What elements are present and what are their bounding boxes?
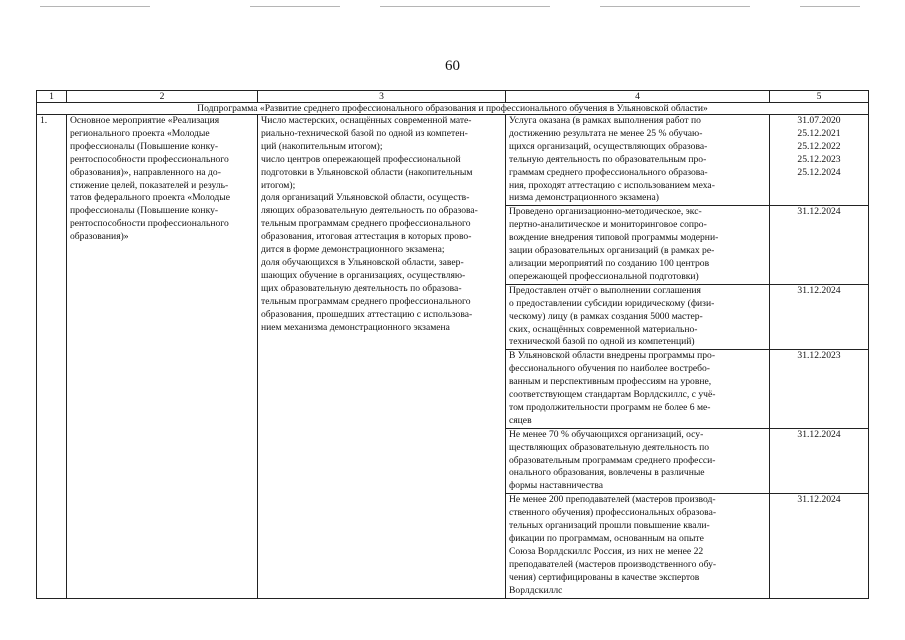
text-line: рентоспособности профессионального xyxy=(70,218,229,230)
scan-artifact xyxy=(250,6,340,7)
result-cell xyxy=(506,428,770,494)
text-line: технической базой по одной из компетенций) xyxy=(509,336,695,348)
result-cell xyxy=(506,206,770,284)
column-number: 3 xyxy=(258,91,506,103)
text-line: ских, оснащённых современной материально- xyxy=(509,323,698,335)
text-line: чения) сертифицированы в качестве экспертов xyxy=(509,571,700,583)
text-line: подготовки в Ульяновской области (накопительным xyxy=(261,166,473,178)
text-line: щих образовательную деятельность по образова- xyxy=(261,282,462,294)
deadline-date: 31.12.2024 xyxy=(797,206,841,218)
deadline-date: 31.12.2024 xyxy=(797,428,841,440)
deadline-date: 31.12.2024 xyxy=(797,284,841,296)
subprogram-title: Подпрограмма «Развитие среднего профессионального образования и профессионального обучения в Ульяновской области» xyxy=(37,103,869,115)
text-line: низма демонстрационного экзамена) xyxy=(509,192,659,204)
deadline-cell xyxy=(770,428,869,494)
text-line: стижение целей, показателей и резуль- xyxy=(70,179,229,191)
text-line: зации образовательных организаций (в рамках ре- xyxy=(509,245,715,257)
text-line: итогом); xyxy=(261,179,296,191)
text-line: образования, итоговая аттестация в которых прово- xyxy=(261,231,472,243)
deadline-cell xyxy=(770,494,869,598)
text-line: число центров опережающей профессиональной xyxy=(261,153,461,165)
text-line: сяцев xyxy=(509,414,532,426)
scan-artifact xyxy=(800,6,860,7)
deadline-date: 25.12.2023 xyxy=(797,153,841,165)
deadline-date: 31.12.2024 xyxy=(797,494,841,506)
deadline-cell xyxy=(770,115,869,206)
text-line: щихся организаций, осуществляющих образова- xyxy=(509,140,708,152)
deadline-cell xyxy=(770,350,869,428)
text-line: Не менее 70 % обучающихся организаций, осу- xyxy=(509,428,704,440)
column-number: 4 xyxy=(506,91,770,103)
text-line: Проведено организационно-методическое, экс- xyxy=(509,206,702,218)
page-number: 60 xyxy=(445,58,460,74)
text-line: опережающей профессиональной подготовки) xyxy=(509,270,699,282)
text-line: нием механизма демонстрационного экзамена xyxy=(261,321,450,333)
text-line: образовательным программам среднего професси- xyxy=(509,454,716,466)
text-line: ванным и перспективным профессиям на уровне, xyxy=(509,376,712,388)
table-row xyxy=(37,115,869,206)
result-cell xyxy=(506,115,770,206)
deadline-cell xyxy=(770,284,869,350)
program-table xyxy=(36,90,869,599)
text-line: том продолжительности программ не более 6 ме- xyxy=(509,401,711,413)
text-line: рентоспособности профессионального xyxy=(70,153,229,165)
text-line: Число мастерских, оснащённых современной мате- xyxy=(261,115,472,126)
text-line: Предоставлен отчёт о выполнении соглашения xyxy=(509,284,701,296)
text-line: достижению результата не менее 25 % обучаю- xyxy=(509,127,703,139)
text-line: Союза Ворлдскиллс Россия, из них не менее 22 xyxy=(509,545,704,557)
text-line: шающих обучение в организациях, осуществляю- xyxy=(261,269,466,281)
text-line: образования, прошедших аттестацию с использова- xyxy=(261,308,473,320)
result-cell xyxy=(506,350,770,428)
scan-artifact xyxy=(600,6,750,7)
text-line: Основное мероприятие «Реализация xyxy=(70,115,220,126)
text-line: регионального проекта «Молодые xyxy=(70,127,210,139)
deadline-date: 25.12.2024 xyxy=(797,166,841,178)
deadline-date: 25.12.2022 xyxy=(797,140,841,152)
text-line: преподавателей (мастеров производственного обу- xyxy=(509,558,717,570)
column-number: 5 xyxy=(770,91,869,103)
text-line: ализации мероприятий по созданию 100 центров xyxy=(509,257,710,269)
result-cell xyxy=(506,284,770,350)
text-line: о предоставлении субсидии юридическому (физи- xyxy=(509,297,715,309)
text-line: формы наставничества xyxy=(509,480,604,492)
text-line: ций (накопительным итогом); xyxy=(261,140,383,152)
text-line: ческому) лицу (в рамках создания 5000 мастер- xyxy=(509,310,703,322)
text-line: ществляющих образовательную деятельность по xyxy=(509,441,710,453)
text-line: дится в форме демонстрационного экзамена; xyxy=(261,244,445,256)
text-line: риально-технической базой по одной из компетен- xyxy=(261,127,468,139)
row-number: 1. xyxy=(37,115,67,599)
text-line: соответствующем стандартам Ворлдскиллс, с учё- xyxy=(509,389,716,401)
text-line: вождение внедрения типовой программы модерни- xyxy=(509,232,719,244)
deadline-cell xyxy=(770,206,869,284)
text-line: фикации по программам, основанным на опыте xyxy=(509,533,704,544)
text-line: ния, проходят аттестацию с использованием меха- xyxy=(509,179,715,191)
text-line: татов федерального проекта «Молодые xyxy=(70,192,230,204)
deadline-date: 31.12.2023 xyxy=(797,350,841,362)
scan-artifact xyxy=(380,6,550,7)
text-line: В Ульяновской области внедрены программы про- xyxy=(509,350,716,362)
column-number-row xyxy=(37,91,869,103)
text-line: Не менее 200 преподавателей (мастеров производ- xyxy=(509,494,716,506)
text-line: ляющих образовательную деятельность по образова- xyxy=(261,205,478,217)
text-line: тельных организаций прошли повышение квали- xyxy=(509,520,710,532)
text-line: тельным программам среднего профессионального xyxy=(261,218,471,230)
column-number: 2 xyxy=(67,91,258,103)
text-line: доля обучающихся в Ульяновской области, завер- xyxy=(261,256,464,268)
indicators-cell xyxy=(258,115,506,599)
text-line: граммам среднего профессионального образова- xyxy=(509,166,708,178)
text-line: онального образования, вовлечены в различные xyxy=(509,467,705,479)
text-line: профессионалы (Повышение конку- xyxy=(70,205,219,217)
text-line: образования)» xyxy=(70,231,129,243)
text-line: профессионалы (Повышение конку- xyxy=(70,140,219,152)
text-line: Ворлдскиллс xyxy=(509,584,563,596)
text-line: тельную деятельность по образовательным про- xyxy=(509,153,707,165)
scan-artifact xyxy=(40,6,150,7)
activity-cell xyxy=(67,115,258,599)
text-line: образования)», направленного на до- xyxy=(70,166,221,178)
text-line: доля организаций Ульяновской области, осуществ- xyxy=(261,192,470,204)
text-line: тельным программам среднего профессионального xyxy=(261,295,471,307)
column-number: 1 xyxy=(37,91,67,103)
text-line: фессионального обучения по наиболее востребо- xyxy=(509,363,711,375)
deadline-date: 25.12.2021 xyxy=(797,127,841,139)
result-cell xyxy=(506,494,770,598)
text-line: Услуга оказана (в рамках выполнения работ по xyxy=(509,115,701,126)
text-line: пертно-аналитическое и мониторинговое сопро- xyxy=(509,219,707,231)
subprogram-row xyxy=(37,103,869,115)
text-line: ственного обучения) профессиональных образова- xyxy=(509,507,717,519)
deadline-date: 31.07.2020 xyxy=(797,115,841,126)
